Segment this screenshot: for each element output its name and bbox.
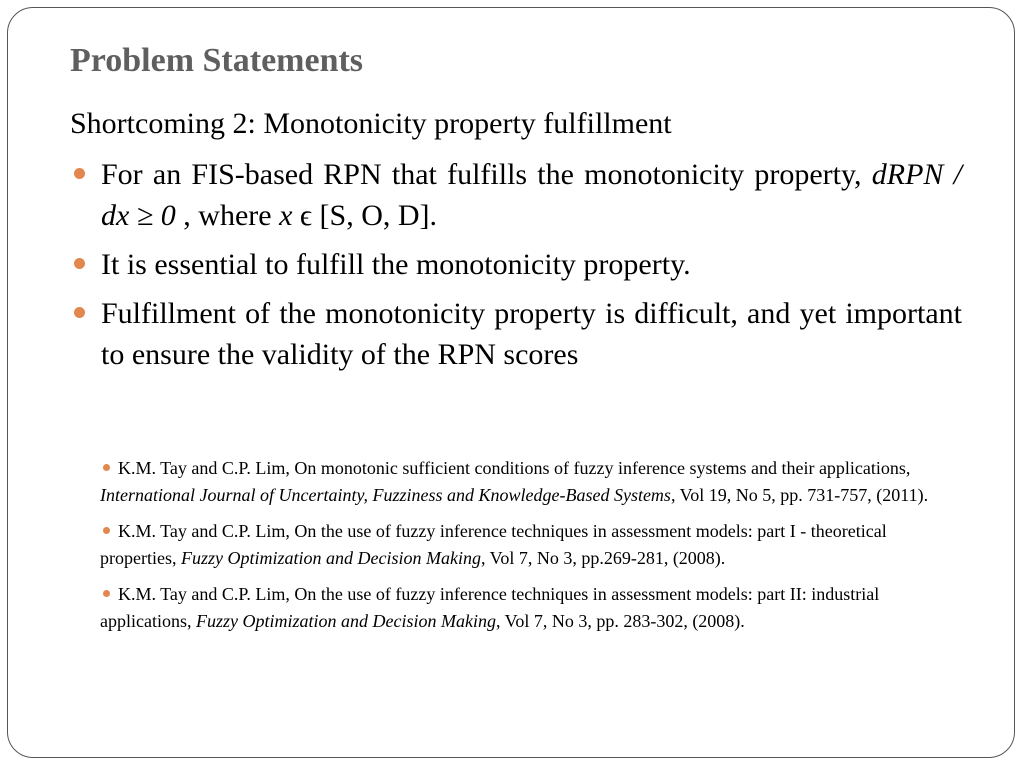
monotonicity-formula: dRPN / dx ≥ 0 [101,158,962,232]
reference-authors: K.M. Tay and C.P. Lim, On the use of fuzzy inference techniques in assessment models: part II: industrial applications, [100,584,880,631]
reference-journal: International Journal of Uncertainty, Fuzziness and Knowledge-Based Systems [100,485,671,505]
bullet-text: Fulfillment of the monotonicity property is difficult, and yet important to ensure the validity of the RPN scores [101,297,962,371]
bullet-item-difficulty [70,293,962,375]
reference-journal: Fuzzy Optimization and Decision Making [195,611,496,631]
bullet-dot-icon [74,307,85,318]
slide-title: Problem Statements [70,42,364,79]
bullet-text: ϵ [S, O, D]. [292,199,438,232]
reference-bullet-icon [103,590,110,597]
bullet-item-essential [70,244,962,285]
reference-item [100,518,960,572]
bullet-dot-icon [74,258,85,269]
reference-authors: K.M. Tay and C.P. Lim, On monotonic sufficient conditions of fuzzy inference systems and their applications, [118,458,911,478]
reference-authors: K.M. Tay and C.P. Lim, On the use of fuzzy inference techniques in assessment models: part I - theoretical properties, [100,521,887,568]
slide-body [70,104,962,383]
reference-bullet-icon [103,527,110,534]
reference-details: , Vol 7, No 3, pp. 283-302, (2008). [495,611,745,631]
reference-details: , Vol 19, No 5, pp. 731-757, (2011). [670,485,929,505]
reference-item [100,581,960,635]
reference-bullet-icon [103,464,110,471]
formula-variable: x [279,199,293,232]
references-list [100,455,960,644]
reference-details: , Vol 7, No 3, pp.269-281, (2008). [480,548,726,568]
bullet-text: For an FIS-based RPN that fulfills the monotonicity property, [101,158,872,191]
bullet-text: , where [175,199,280,232]
reference-journal: Fuzzy Optimization and Decision Making [180,548,481,568]
bullet-item-monotonicity-definition [70,154,962,236]
bullet-dot-icon [74,168,85,179]
slide-subtitle: Shortcoming 2: Monotonicity property fulfillment [70,107,672,140]
bullet-text: It is essential to fulfill the monotonicity property. [101,248,691,281]
reference-item [100,455,960,509]
